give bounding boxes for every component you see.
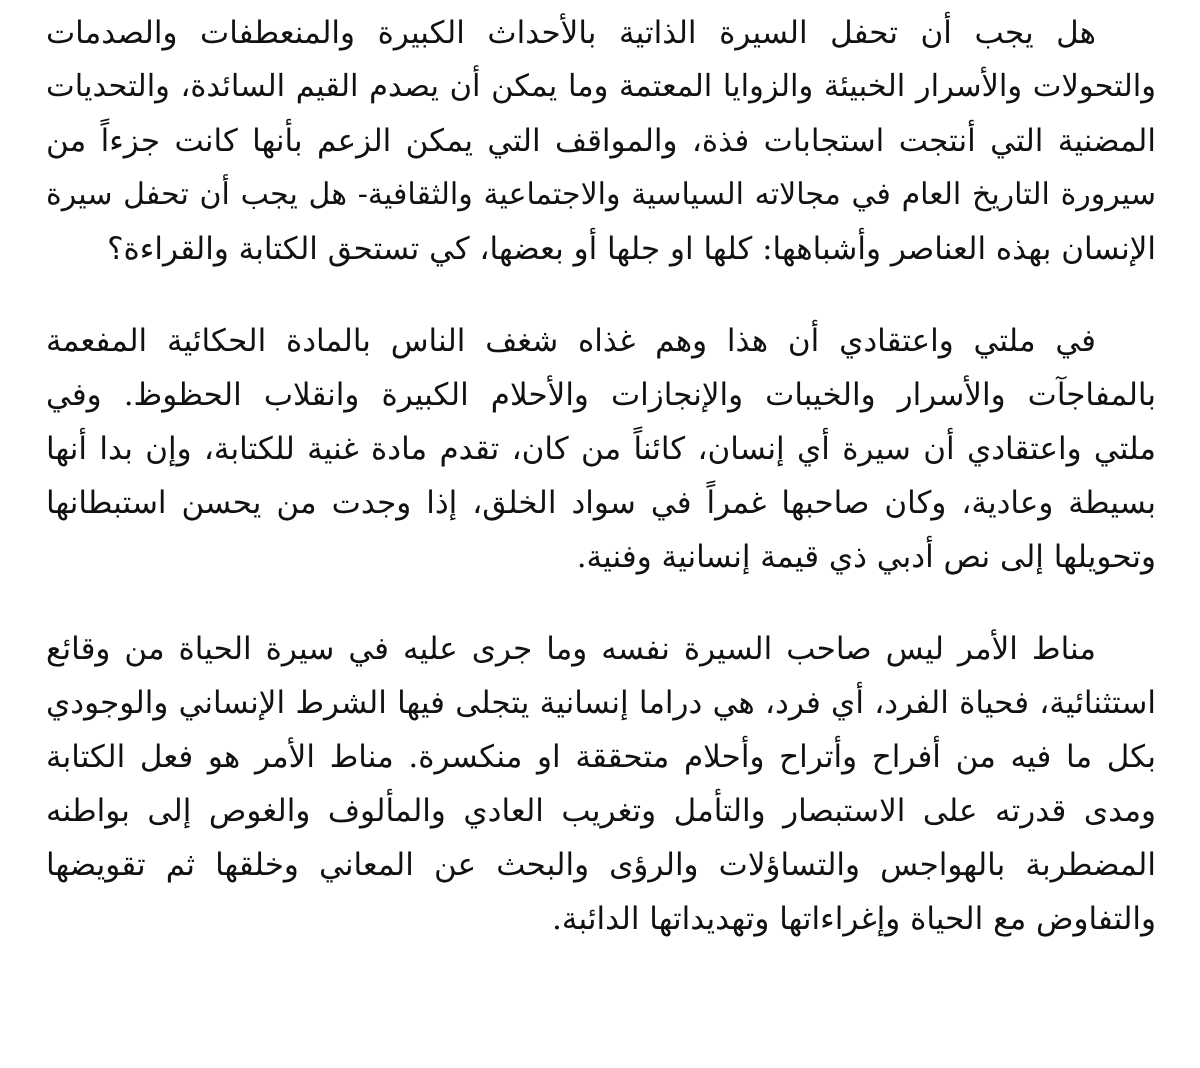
- text-line: استثنائية، فحياة الفرد، أي فرد، هي دراما إنسانية يتجلى فيها الشرط الإنساني والوجودي: [46, 685, 1156, 721]
- text-line: المضنية التي أنتجت استجابات فذة، والمواقف التي يمكن الزعم بأنها كانت جزءاً من: [46, 123, 1156, 159]
- paragraph-3: [46, 622, 1156, 946]
- text-line: بكل ما فيه من أفراح وأتراح وأحلام متحققة او منكسرة. مناط الأمر هو فعل الكتابة: [46, 739, 1156, 775]
- text-line: في ملتي واعتقادي أن هذا وهم غذاه شغف الناس بالمادة الحكائية المفعمة: [46, 323, 1096, 359]
- paragraph-gap: [46, 276, 1156, 314]
- document-page: [46, 6, 1156, 946]
- text-line: والتحولات والأسرار الخبيئة والزوايا المعتمة وما يمكن أن يصدم القيم السائدة، والتحديات: [46, 69, 1156, 104]
- text-line: هل يجب أن تحفل السيرة الذاتية بالأحداث الكبيرة والمنعطفات والصدمات: [46, 15, 1096, 51]
- paragraph-1: [46, 6, 1156, 276]
- text-line: بسيطة وعادية، وكان صاحبها غمراً في سواد الخلق، إذا وجدت من يحسن استبطانها: [46, 485, 1156, 521]
- text-line: ملتي واعتقادي أن سيرة أي إنسان، كائناً من كان، تقدم مادة غنية للكتابة، وإن بدا أنها: [46, 431, 1156, 467]
- text-line: مناط الأمر ليس صاحب السيرة نفسه وما جرى عليه في سيرة الحياة من وقائع: [46, 631, 1096, 667]
- text-line: بالمفاجآت والأسرار والخيبات والإنجازات والأحلام الكبيرة وانقلاب الحظوظ. وفي: [46, 377, 1156, 413]
- text-line: وتحويلها إلى نص أدبي ذي قيمة إنسانية وفنية.: [576, 539, 1156, 575]
- text-line: الإنسان بهذه العناصر وأشباهها: كلها او جلها أو بعضها، كي تستحق الكتابة والقراءة؟: [107, 231, 1156, 267]
- text-line: سيرورة التاريخ العام في مجالاته السياسية والاجتماعية والثقافية- هل يجب أن تحفل سيرة: [46, 177, 1156, 212]
- text-line: المضطربة بالهواجس والتساؤلات والرؤى والبحث عن المعاني وخلقها ثم تقويضها: [46, 847, 1156, 883]
- paragraph-2: [46, 314, 1156, 584]
- text-line: ومدى قدرته على الاستبصار والتأمل وتغريب العادي والمألوف والغوص إلى بواطنه: [46, 793, 1156, 829]
- paragraph-gap: [46, 584, 1156, 622]
- text-line: والتفاوض مع الحياة وإغراءاتها وتهديداتها الدائبة.: [552, 901, 1156, 937]
